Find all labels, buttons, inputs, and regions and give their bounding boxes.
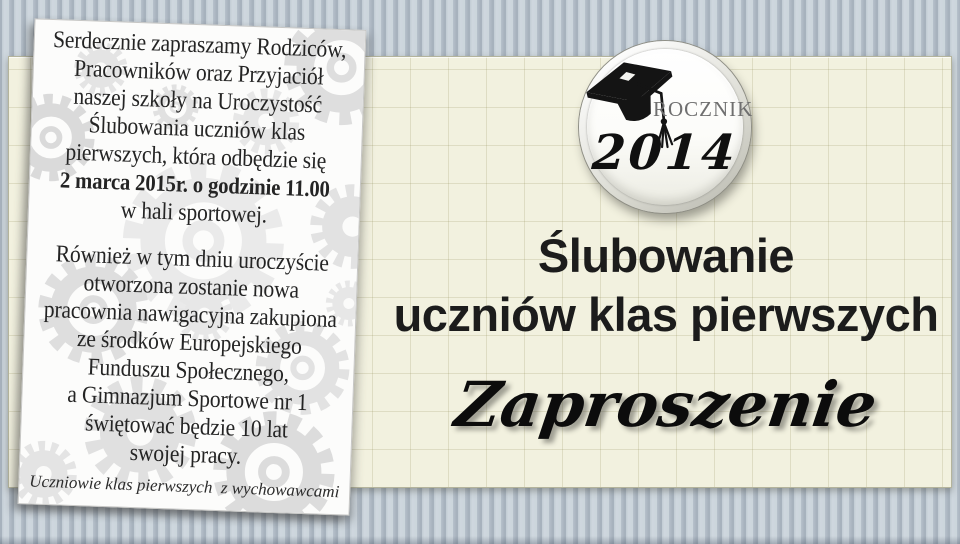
event-title-line-1: Ślubowanie: [537, 229, 795, 282]
invitation-panel: [18, 18, 367, 515]
year-badge: [579, 41, 754, 213]
invite-line: świętować będzie 10 lat: [84, 410, 289, 444]
event-title: [372, 226, 960, 344]
invite-date-line: 2 marca 2015r. o godzinie 11.00: [59, 167, 331, 202]
invite-line: Również w tym dniu uroczyście: [55, 241, 330, 277]
invite-line: pracownia nawigacyjna zakupiona: [43, 296, 338, 334]
invite-line: Ślubowania uczniów klas: [88, 112, 306, 146]
invite-paragraph-2: [37, 240, 342, 474]
badge-label: ROCZNIK: [653, 97, 754, 121]
invite-line: Serdecznie zapraszamy Rodziców,: [52, 27, 347, 64]
badge-year: 2014: [590, 125, 740, 181]
invitation-text: [37, 26, 349, 474]
event-title-line-2: uczniów klas pierwszych: [393, 288, 939, 341]
invite-line: naszej szkoły na Uroczystość: [73, 83, 323, 119]
invite-line: a Gimnazjum Sportowe nr 1: [66, 381, 308, 417]
invite-line: Pracowników oraz Przyjaciół: [73, 55, 324, 91]
invite-line: pierwszych, która odbędzie się: [65, 139, 327, 175]
invite-line: w hali sportowej.: [120, 197, 268, 229]
invite-line: otworzona zostanie nowa: [83, 270, 300, 304]
invitation-script-title: Zaproszenie: [450, 368, 882, 441]
invite-line: ze środków Europejskiego: [76, 326, 303, 360]
invite-line: swojej pracy.: [129, 439, 242, 470]
invite-footer: Uczniowie klas pierwszych z wychowawcami: [28, 471, 340, 502]
invite-paragraph-1: [45, 26, 349, 232]
invite-line: Funduszu Społecznego,: [87, 354, 290, 388]
